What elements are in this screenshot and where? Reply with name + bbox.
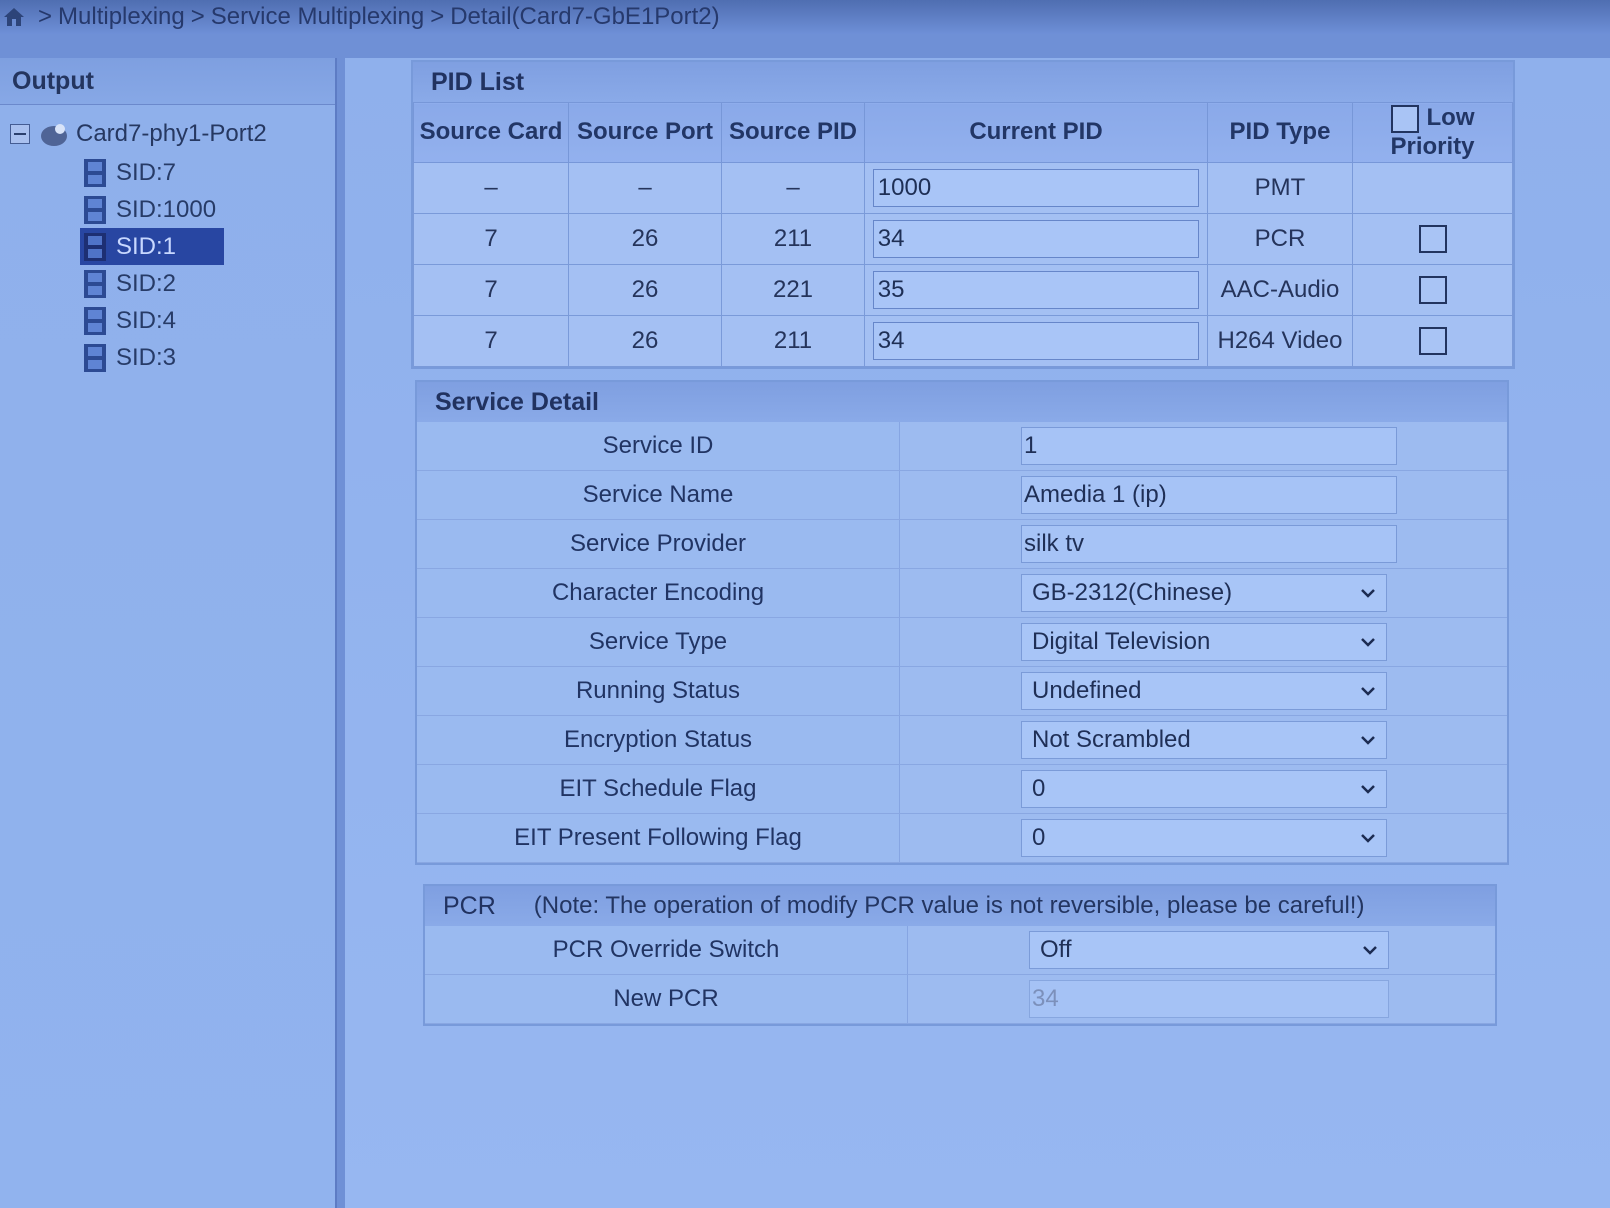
encryption-status-label: Encryption Status [417, 716, 900, 765]
tree-item-sid-1000[interactable] [80, 191, 224, 228]
low-priority-label: Low Priority [1390, 104, 1475, 160]
row-character-encoding [417, 569, 1507, 618]
cell-source-card: 7 [414, 264, 569, 315]
eit-schedule-flag-cell [1020, 765, 1507, 814]
table-row [414, 264, 1513, 315]
pcr-override-switch-select[interactable] [1029, 931, 1389, 969]
cell-current-pid [865, 315, 1208, 366]
character-encoding-cell [1020, 569, 1507, 618]
low-priority-all-checkbox[interactable] [1391, 105, 1419, 133]
row-service-id [417, 422, 1507, 471]
service-name-input[interactable] [1021, 476, 1397, 514]
spacer [900, 569, 1021, 618]
film-icon [84, 344, 106, 372]
row-pcr-override-switch [425, 926, 1495, 975]
breadcrumb-detail: Detail(Card7-GbE1Port2) [450, 3, 720, 30]
cell-source-port: 26 [569, 315, 722, 366]
header-source-card: Source Card [414, 103, 569, 163]
header-source-port: Source Port [569, 103, 722, 163]
cell-source-port: – [569, 162, 722, 213]
spacer [900, 765, 1021, 814]
row-service-name [417, 471, 1507, 520]
service-list [80, 154, 224, 376]
network-card-icon [38, 120, 70, 148]
cell-pid-type: AAC-Audio [1208, 264, 1353, 315]
cell-current-pid [865, 264, 1208, 315]
cell-pid-type: PMT [1208, 162, 1353, 213]
tree-item-sid-4[interactable] [80, 302, 224, 339]
row-encryption-status [417, 716, 1507, 765]
cell-pid-type: H264 Video [1208, 315, 1353, 366]
spacer [900, 618, 1021, 667]
breadcrumb-separator: > [190, 3, 205, 30]
table-row [414, 213, 1513, 264]
chevron-down-icon [1360, 588, 1376, 598]
header-current-pid: Current PID [865, 103, 1208, 163]
eit-present-following-flag-select[interactable] [1021, 819, 1387, 857]
chevron-down-icon [1360, 637, 1376, 647]
pcr-table [425, 926, 1495, 1024]
service-type-cell [1020, 618, 1507, 667]
spacer [900, 814, 1021, 863]
tree-item-sid-3[interactable] [80, 339, 224, 376]
breadcrumb-separator: > [38, 3, 53, 30]
cell-pid-type: PCR [1208, 213, 1353, 264]
service-name-label: Service Name [417, 471, 900, 520]
spacer [900, 520, 1021, 569]
cell-low-priority [1353, 213, 1513, 264]
cell-source-port: 26 [569, 213, 722, 264]
film-icon [84, 196, 106, 224]
film-icon [84, 270, 106, 298]
spacer [900, 716, 1021, 765]
current-pid-input[interactable] [873, 271, 1199, 309]
output-panel-title: Output [0, 58, 335, 105]
service-detail-box [415, 380, 1509, 865]
service-type-select[interactable] [1021, 623, 1387, 661]
row-eit-schedule-flag [417, 765, 1507, 814]
service-provider-input[interactable] [1021, 525, 1397, 563]
service-type-label: Service Type [417, 618, 900, 667]
service-detail-title: Service Detail [417, 382, 1507, 422]
table-row [414, 162, 1513, 213]
chevron-down-icon [1360, 784, 1376, 794]
eit-present-following-flag-cell [1020, 814, 1507, 863]
breadcrumb-multiplexing[interactable]: Multiplexing [58, 3, 185, 30]
spacer [900, 471, 1021, 520]
current-pid-input[interactable] [873, 322, 1199, 360]
pcr-override-switch-label: PCR Override Switch [425, 926, 908, 975]
eit-schedule-flag-select[interactable] [1021, 770, 1387, 808]
character-encoding-select[interactable] [1021, 574, 1387, 612]
spacer [908, 975, 1029, 1024]
film-icon [84, 233, 106, 261]
character-encoding-value: GB-2312(Chinese) [1032, 579, 1233, 606]
cell-source-pid: 211 [722, 213, 865, 264]
spacer [900, 667, 1021, 716]
tree-root[interactable] [10, 120, 267, 148]
row-new-pcr [425, 975, 1495, 1024]
service-name-cell [1020, 471, 1507, 520]
service-id-input[interactable] [1021, 427, 1397, 465]
current-pid-input[interactable] [873, 169, 1199, 207]
service-detail-table [417, 422, 1507, 863]
tree-item-label: SID:7 [116, 158, 177, 186]
pid-list-box [411, 60, 1515, 369]
cell-current-pid [865, 213, 1208, 264]
spacer [908, 926, 1029, 975]
main-panel [345, 58, 1610, 1208]
spacer [900, 422, 1021, 471]
running-status-cell [1020, 667, 1507, 716]
header-pid-type: PID Type [1208, 103, 1353, 163]
tree-item-label: SID:3 [116, 343, 177, 371]
cell-source-card: 7 [414, 315, 569, 366]
breadcrumb-service-multiplexing[interactable]: Service Multiplexing [210, 3, 425, 30]
home-icon[interactable] [2, 5, 26, 29]
chevron-down-icon [1360, 686, 1376, 696]
chevron-down-icon [1360, 833, 1376, 843]
pid-list-title: PID List [413, 62, 1513, 102]
breadcrumb [0, 0, 1610, 34]
eit-present-following-flag-label: EIT Present Following Flag [417, 814, 900, 863]
output-panel [0, 58, 337, 1208]
table-row [414, 315, 1513, 366]
tree-root-label: Card7-phy1-Port2 [76, 120, 267, 147]
encryption-status-select[interactable] [1021, 721, 1387, 759]
row-running-status [417, 667, 1507, 716]
cell-low-priority [1353, 315, 1513, 366]
chevron-down-icon [1362, 945, 1378, 955]
collapse-icon[interactable] [10, 124, 30, 144]
row-eit-present-following-flag [417, 814, 1507, 863]
tree-item-sid-1[interactable] [80, 228, 224, 265]
cell-source-card: – [414, 162, 569, 213]
service-id-label: Service ID [417, 422, 900, 471]
header-low-priority [1353, 103, 1513, 163]
header-source-pid: Source PID [722, 103, 865, 163]
encryption-status-cell [1020, 716, 1507, 765]
pid-table [413, 102, 1513, 367]
cell-low-priority [1353, 264, 1513, 315]
tree-item-label: SID:1 [116, 232, 177, 260]
breadcrumb-separator: > [430, 3, 445, 30]
row-service-type [417, 618, 1507, 667]
cell-low-priority-empty [1353, 162, 1513, 213]
pcr-box [423, 884, 1497, 1026]
character-encoding-label: Character Encoding [417, 569, 900, 618]
pcr-override-switch-cell [1028, 926, 1495, 975]
new-pcr-label: New PCR [425, 975, 908, 1024]
pcr-override-switch-value: Off [1040, 936, 1072, 963]
low-priority-checkbox[interactable] [1419, 327, 1447, 355]
pcr-title: PCR [443, 891, 496, 920]
service-id-cell [1020, 422, 1507, 471]
cell-current-pid [865, 162, 1208, 213]
low-priority-checkbox[interactable] [1419, 276, 1447, 304]
eit-present-following-flag-value: 0 [1032, 824, 1046, 851]
service-provider-cell [1020, 520, 1507, 569]
tree-item-label: SID:2 [116, 269, 177, 297]
cell-source-port: 26 [569, 264, 722, 315]
pcr-header [425, 886, 1495, 926]
current-pid-input[interactable] [873, 220, 1199, 258]
row-service-provider [417, 520, 1507, 569]
new-pcr-input: 34 [1029, 980, 1389, 1018]
film-icon [84, 307, 106, 335]
tree-item-sid-7[interactable] [80, 154, 224, 191]
encryption-status-value: Not Scrambled [1032, 726, 1191, 753]
cell-source-pid: – [722, 162, 865, 213]
tree-item-sid-2[interactable] [80, 265, 224, 302]
eit-schedule-flag-value: 0 [1032, 775, 1046, 802]
tree-item-label: SID:1000 [116, 195, 217, 223]
pcr-warning-note: (Note: The operation of modify PCR value is not reversible, please be careful!) [533, 892, 1365, 919]
running-status-value: Undefined [1032, 677, 1142, 704]
eit-schedule-flag-label: EIT Schedule Flag [417, 765, 900, 814]
running-status-select[interactable] [1021, 672, 1387, 710]
tree-item-label: SID:4 [116, 306, 177, 334]
service-type-value: Digital Television [1032, 628, 1211, 655]
cell-source-pid: 211 [722, 315, 865, 366]
film-icon [84, 159, 106, 187]
cell-source-pid: 221 [722, 264, 865, 315]
running-status-label: Running Status [417, 667, 900, 716]
service-provider-label: Service Provider [417, 520, 900, 569]
low-priority-checkbox[interactable] [1419, 225, 1447, 253]
cell-source-card: 7 [414, 213, 569, 264]
chevron-down-icon [1360, 735, 1376, 745]
new-pcr-cell [1028, 975, 1495, 1024]
